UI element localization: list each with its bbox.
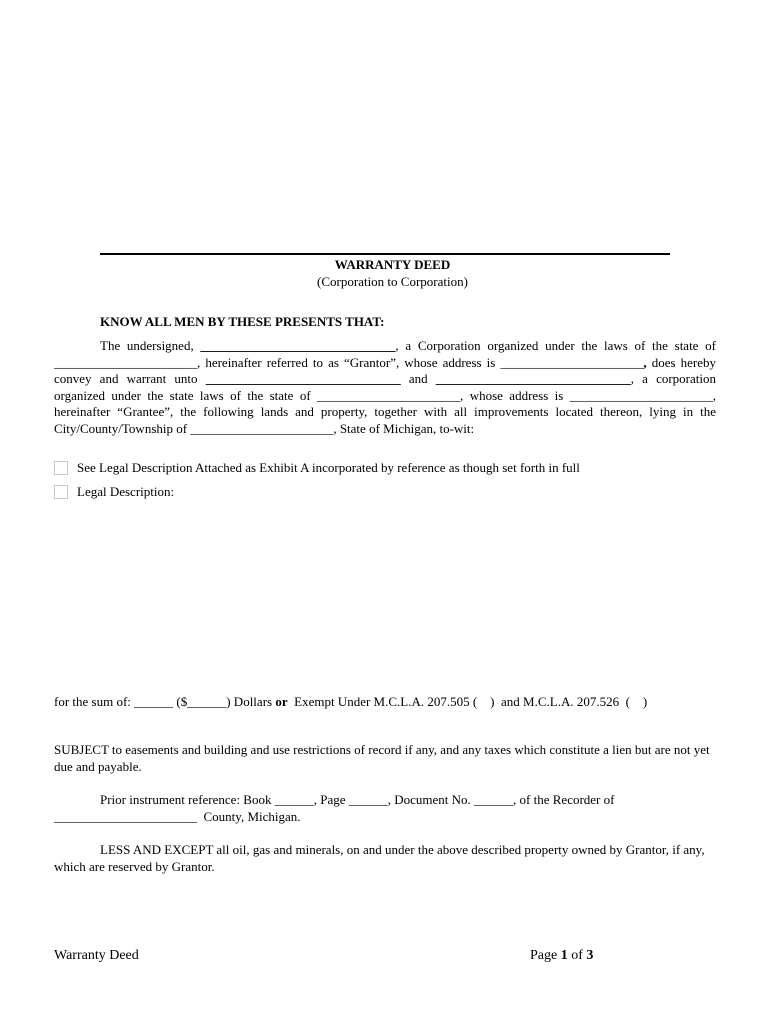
exhibit-a-checkbox[interactable] [54,461,68,475]
intro-comma: , [643,354,647,370]
page-prefix: Page [530,948,561,963]
footer-title: Warranty Deed [54,948,139,963]
page-current: 1 [560,948,568,963]
option-legal-description[interactable] [54,484,174,500]
prior-line-1: Prior instrument reference: Book ______, Page ______, Document No. ______, of the Recorder of [100,792,615,807]
intro-text-2: , a Corporation organized under the laws of the state of ______________________, hereinafter referred to as “Grantor”, whose address is ______________________ [54,338,716,370]
intro-text-1: The undersigned, [100,338,201,353]
option-exhibit-a[interactable] [54,460,580,476]
sum-text-1: for the sum of: ______ ($______) Dollars [54,694,276,709]
presents-heading: KNOW ALL MEN BY THESE PRESENTS THAT: [100,314,385,329]
grantee-name-blank-2: ______________________________ [435,371,631,386]
sum-text-2: Exempt Under M.C.L.A. 207.505 ( ) and M.C.L.A. 207.526 ( ) [287,694,648,709]
sum-line [54,694,716,711]
page-of: of [567,948,587,963]
document-title: WARRANTY DEED [334,257,451,272]
legal-description-label: Legal Description: [77,484,175,499]
document-subtitle: (Corporation to Corporation) [317,274,468,289]
intro-text-5: , a corporation organized under the state laws of the state of ______________________, whose address is ______________________, hereinafter “Grantee”, the following lands and property, together with all improvements located thereon, lying in the City/County/Township of ______________________, State of Michigan, to-wit: [54,371,716,436]
conveyance-paragraph [54,338,716,437]
grantor-name-blank: ______________________________ [200,338,396,353]
page-total: 3 [586,948,594,963]
intro-text-4: and [400,371,436,386]
prior-instrument-paragraph [54,792,716,825]
title-rule [100,253,670,255]
subject-paragraph: SUBJECT to easements and building and use restrictions of record if any, and any taxes which constitute a lien but are not yet due and payable. [54,742,710,774]
sum-or: or [275,694,288,709]
intro-text-3: does hereby convey and warrant unto [54,354,717,386]
footer-page-number [530,947,593,965]
grantee-name-blank-1: ______________________________ [205,371,401,386]
exhibit-a-label: See Legal Description Attached as Exhibit A incorporated by reference as though set forth in full [77,460,580,475]
prior-line-2: ______________________ County, Michigan. [54,808,301,824]
legal-description-checkbox[interactable] [54,485,68,499]
less-except-paragraph: LESS AND EXCEPT all oil, gas and minerals, on and under the above described property owned by Grantor, if any, which are reserved by Grantor. [54,842,705,874]
